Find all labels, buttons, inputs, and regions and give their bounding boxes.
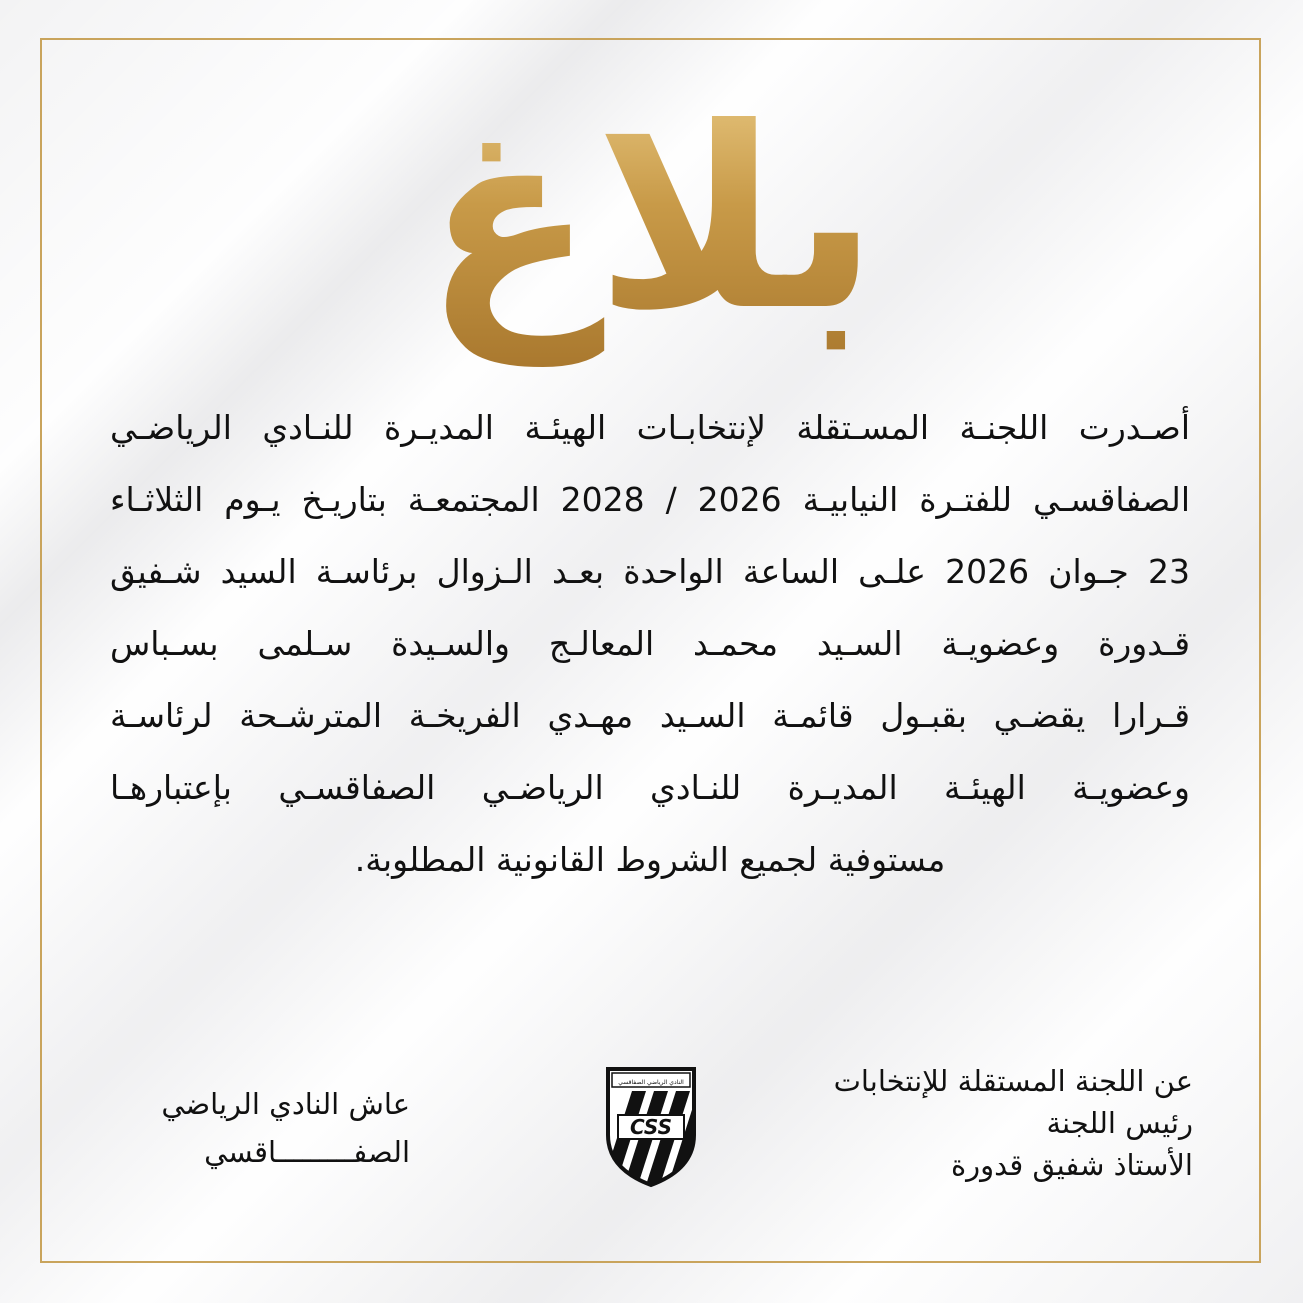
club-slogan bbox=[110, 1080, 410, 1176]
announcement-title: بلاغ bbox=[0, 70, 1303, 370]
signature-line: عن اللجنة المستقلة للإنتخابات bbox=[833, 1064, 1193, 1098]
signature-line: الأستاذ شفيق قدورة bbox=[950, 1148, 1193, 1182]
body-line: 23 جـوان 2026 علـى الساعة الواحدة بعـد الـزوال برئاسـة السيد شـفيق bbox=[110, 552, 1191, 591]
body-line: مستوفية لجميع الشروط القانونية المطلوبة. bbox=[354, 840, 946, 879]
announcement-body bbox=[110, 392, 1190, 896]
body-line: وعضويـة الهيئـة المديـرة للنـادي الرياضـي الصفاقسـي بإعتبارهـا bbox=[110, 768, 1190, 807]
body-line: قـرارا يقضـي بقبـول قائمـة السـيد مهـدي الفريخـة المترشـحة لرئاسـة bbox=[110, 696, 1190, 735]
slogan-line: عاش النادي الرياضي bbox=[161, 1087, 410, 1121]
body-line: قـدورة وعضويـة السـيد محمـد المعالـج والسـيدة سـلمى بسـباس bbox=[110, 624, 1190, 663]
body-line: أصـدرت اللجنـة المسـتقلة لإنتخابـات الهيئـة المديـرة للنـادي الرياضـي bbox=[110, 408, 1190, 447]
signature-line: رئيس اللجنة bbox=[1046, 1106, 1193, 1140]
club-crest-icon bbox=[602, 1065, 700, 1189]
crest-letters: CSS bbox=[629, 1115, 673, 1139]
slogan-line: الصفـــــــــاقسي bbox=[204, 1135, 410, 1169]
body-line: الصفاقسـي للفتـرة النيابيـة 2026 / 2028 المجتمعـة بتاريـخ يـوم الثلاثـاء bbox=[110, 480, 1190, 519]
crest-arc-text: النادي الرياضي الصفاقسي bbox=[618, 1079, 684, 1086]
committee-signature bbox=[773, 1060, 1193, 1186]
